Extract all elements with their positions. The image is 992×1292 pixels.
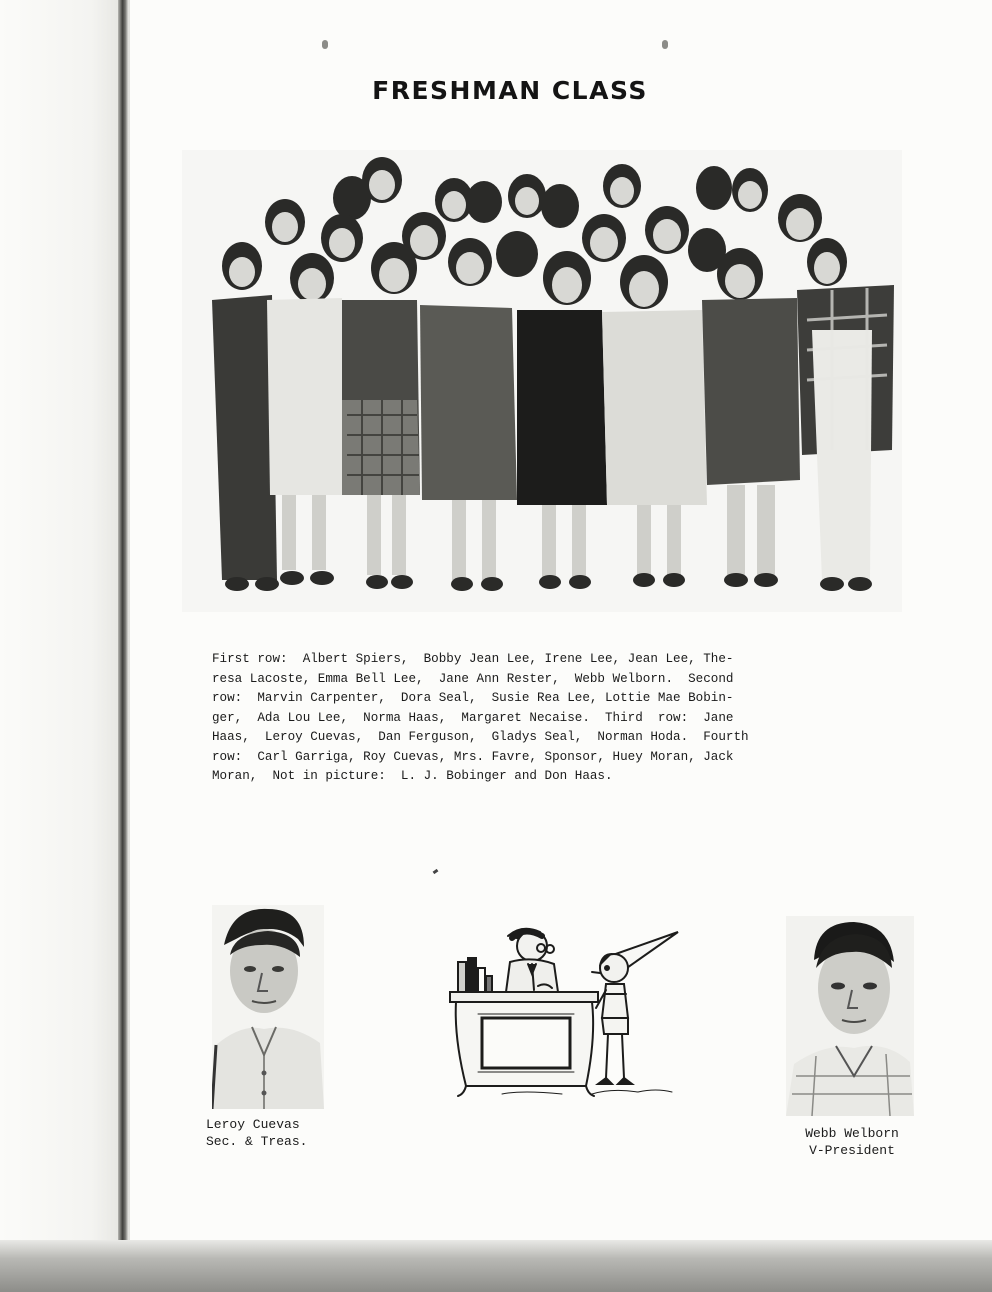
officer-left-caption — [206, 1116, 307, 1150]
officer-portrait-left — [212, 905, 324, 1109]
caption-line: Haas, Leroy Cuevas, Dan Ferguson, Gladys Seal, Norman Hoda. Fourth — [212, 730, 749, 744]
caption-line: ger, Ada Lou Lee, Norma Haas, Margaret Necaise. Third row: Jane — [212, 710, 734, 725]
officer-role: V-President — [809, 1143, 895, 1158]
class-group-photo — [182, 150, 902, 612]
caption-line: row: Carl Garriga, Roy Cuevas, Mrs. Favre, Sponsor, Huey Moran, Jack — [212, 749, 734, 764]
officer-name: Leroy Cuevas — [206, 1117, 300, 1132]
officer-right-caption — [794, 1125, 910, 1159]
caption-line: First row: Albert Spiers, Bobby Jean Lee, Irene Lee, Jean Lee, The- — [212, 652, 734, 666]
caption-line: row: Marvin Carpenter, Dora Seal, Susie Rea Lee, Lottie Mae Bobin- — [212, 691, 734, 705]
teacher-and-dunce-cap-student-cartoon-icon — [442, 918, 692, 1108]
officer-role: Sec. & Treas. — [206, 1134, 308, 1149]
cartoon-illustration — [442, 918, 692, 1108]
scan-speck — [433, 869, 439, 874]
caption-line: resa Lacoste, Emma Bell Lee, Jane Ann Rester, Webb Welborn. Second — [212, 671, 734, 686]
scan-bottom-shadow — [0, 1240, 992, 1292]
class-group-photo-icon — [182, 150, 902, 612]
page-gutter-edge — [118, 0, 128, 1245]
officer-name: Webb Welborn — [805, 1126, 899, 1141]
portrait-photo-icon — [212, 905, 324, 1109]
photo-caption — [212, 650, 872, 787]
page-title: FRESHMAN CLASS — [372, 76, 648, 105]
officer-portrait-right — [786, 916, 914, 1116]
book-spine — [0, 0, 130, 1292]
binder-hole-mark — [662, 40, 668, 49]
portrait-photo-icon — [786, 916, 914, 1116]
caption-line: Moran, Not in picture: L. J. Bobinger and Don Haas. — [212, 769, 613, 783]
binder-hole-mark — [322, 40, 328, 49]
